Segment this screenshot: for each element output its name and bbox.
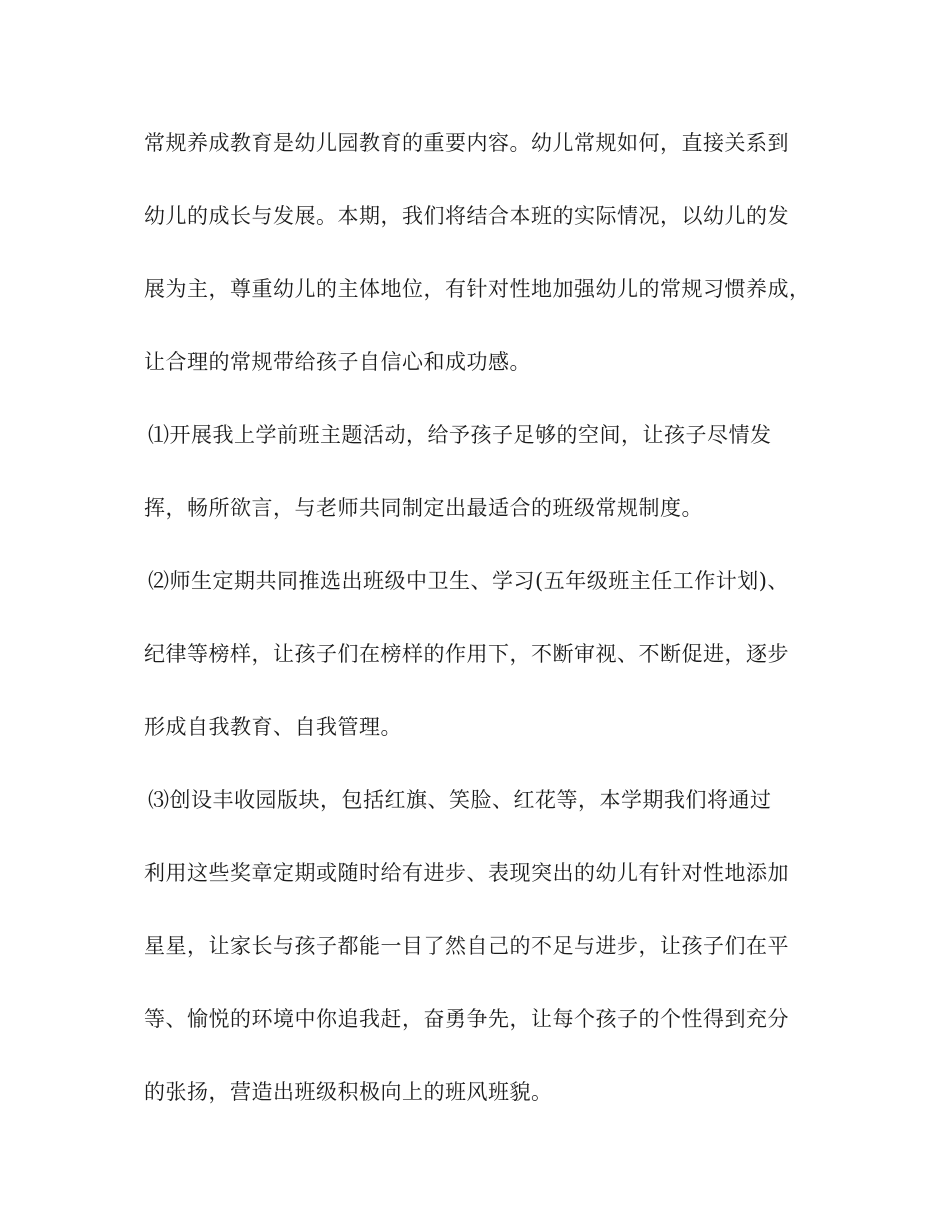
item-3-line-4: 等、愉悦的环境中你追我赶，奋勇争先，让每个孩子的个性得到充分	[144, 1007, 789, 1031]
paragraph-intro-line-3: 展为主，尊重幼儿的主体地位，有针对性地加强幼儿的常规习惯养成，	[144, 277, 811, 301]
item-3-line-5: 的张扬，营造出班级积极向上的班风班貌。	[144, 1080, 553, 1104]
item-1-line-1: ⑴开展我上学前班主题活动，给予孩子足够的空间，让孩子尽情发	[148, 423, 772, 447]
item-3-line-1: ⑶创设丰收园版块，包括红旗、笑脸、红花等，本学期我们将通过	[148, 788, 772, 812]
item-2-line-3: 形成自我教育、自我管理。	[144, 715, 402, 739]
paragraph-intro-line-4: 让合理的常规带给孩子自信心和成功感。	[144, 350, 531, 374]
item-1-line-2: 挥，畅所欲言，与老师共同制定出最适合的班级常规制度。	[144, 496, 703, 520]
paragraph-intro-line-1: 常规养成教育是幼儿园教育的重要内容。幼儿常规如何，直接关系到	[144, 131, 789, 155]
item-2-line-2: 纪律等榜样，让孩子们在榜样的作用下，不断审视、不断促进，逐步	[144, 642, 789, 666]
paragraph-intro-line-2: 幼儿的成长与发展。本期，我们将结合本班的实际情况，以幼儿的发	[144, 204, 789, 228]
item-3-line-3: 星星，让家长与孩子都能一目了然自己的不足与进步，让孩子们在平	[144, 934, 789, 958]
item-3-line-2: 利用这些奖章定期或随时给有进步、表现突出的幼儿有针对性地添加	[144, 861, 789, 885]
item-2-line-1: ⑵师生定期共同推选出班级中卫生、学习(五年级班主任工作计划)、	[148, 569, 789, 593]
